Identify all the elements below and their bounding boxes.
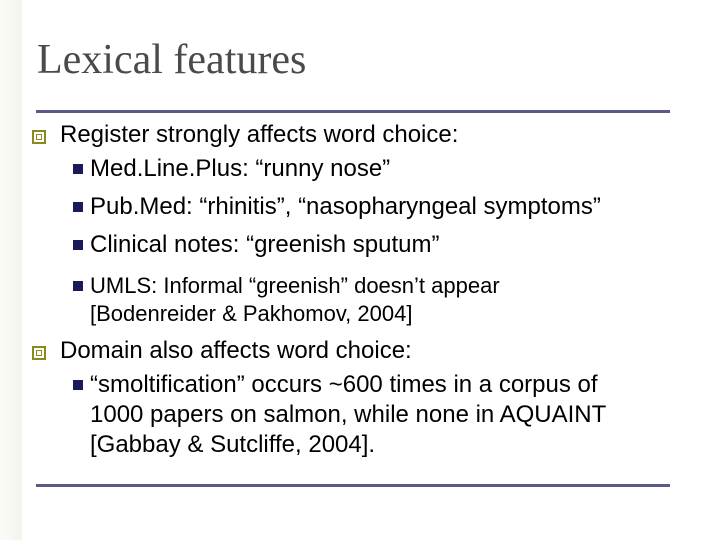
sub-bullet-smoltification [30, 370, 690, 400]
sub-bullet-text: Med.Line.Plus: “runny nose” [90, 155, 391, 182]
left-accent-bar [0, 0, 22, 540]
hollow-square-bullet-icon [32, 346, 46, 360]
sub-bullet-text: 1000 papers on salmon, while none in AQUAINT [90, 401, 607, 428]
square-bullet-icon [73, 380, 83, 390]
sub-bullet-umls-citation [30, 300, 690, 328]
bullet-text: Domain also affects word choice: [60, 337, 412, 364]
sub-bullet-text: “smoltification” occurs ~600 times in a corpus of [90, 371, 598, 398]
hollow-square-bullet-icon [32, 130, 46, 144]
square-bullet-icon [73, 202, 83, 212]
bullet-text: Register strongly affects word choice: [60, 121, 459, 148]
sub-bullet-text: UMLS: Informal “greenish” doesn’t appear [90, 273, 500, 298]
footer-divider [36, 484, 670, 487]
sub-bullet-text: Clinical notes: “greenish sputum” [90, 231, 440, 258]
bullet-list [30, 120, 690, 460]
title-divider [36, 110, 670, 113]
sub-bullet-text: [Bodenreider & Pakhomov, 2004] [90, 301, 413, 326]
sub-bullet-umls [30, 272, 690, 300]
sub-bullet-smoltification-line2 [30, 400, 690, 430]
sub-bullet-medlineplus [30, 154, 690, 184]
sub-bullet-pubmed [30, 192, 690, 222]
bullet-domain [30, 336, 690, 366]
sub-bullet-text: [Gabbay & Sutcliffe, 2004]. [90, 431, 376, 458]
square-bullet-icon [73, 281, 83, 291]
square-bullet-icon [73, 240, 83, 250]
bullet-register [30, 120, 690, 150]
sub-bullet-smoltification-citation [30, 430, 690, 460]
sub-bullet-clinical-notes [30, 230, 690, 260]
slide-title: Lexical features [37, 37, 307, 83]
sub-bullet-text: Pub.Med: “rhinitis”, “nasopharyngeal symptoms” [90, 193, 601, 220]
square-bullet-icon [73, 164, 83, 174]
